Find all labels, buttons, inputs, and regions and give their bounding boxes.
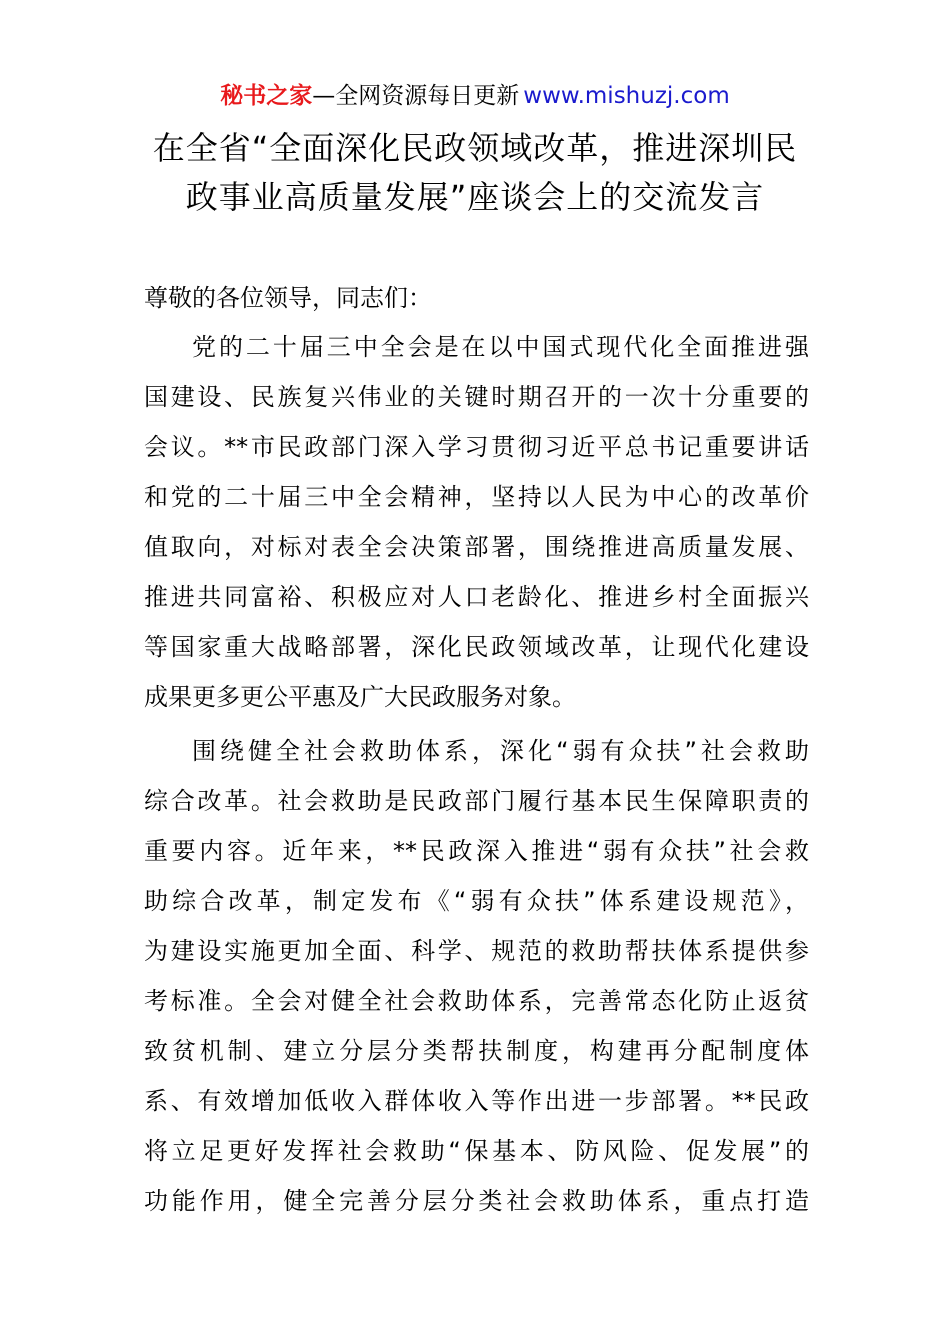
site-header: [0, 80, 950, 112]
document-body: [144, 274, 809, 1226]
title-line-1: 在全省“全面深化民政领域改革，推进深圳民: [152, 129, 798, 167]
site-url-link[interactable]: www.mishuzj.com: [523, 83, 730, 109]
text-line: 系、有效增加低收入群体收入等作出进一步部署。**民政: [144, 1087, 809, 1115]
text-line: 将立足更好发挥社会救助“保基本、防风险、促发展”的: [144, 1137, 809, 1165]
text-line: 围绕健全社会救助体系，深化“弱有众扶”社会救助: [192, 737, 809, 765]
text-line: 会议。**市民政部门深入学习贯彻习近平总书记重要讲话: [144, 433, 809, 461]
text-line: 等国家重大战略部署，深化民政领域改革，让现代化建设: [144, 633, 809, 661]
text-line: 重要内容。近年来，**民政深入推进“弱有众扶”社会救: [144, 837, 809, 865]
paragraph-1: [144, 322, 809, 722]
text-line: 致贫机制、建立分层分类帮扶制度，构建再分配制度体: [144, 1037, 809, 1065]
text-line: 为建设实施更加全面、科学、规范的救助帮扶体系提供参: [144, 937, 809, 965]
site-tagline: —全网资源每日更新: [312, 83, 520, 109]
text-line: 国建设、民族复兴伟业的关键时期召开的一次十分重要的: [144, 383, 809, 411]
text-line: 值取向，对标对表全会决策部署，围绕推进高质量发展、: [144, 533, 809, 561]
document-title: [100, 124, 850, 222]
text-line: 推进共同富裕、积极应对人口老龄化、推进乡村全面振兴: [144, 583, 809, 611]
text-line: 和党的二十届三中全会精神，坚持以人民为中心的改革价: [144, 483, 809, 511]
paragraph-2: [144, 726, 809, 1226]
text-line: 成果更多更公平惠及广大民政服务对象。: [144, 683, 576, 711]
title-line-2: 政事业高质量发展”座谈会上的交流发言: [185, 178, 765, 216]
text-line: 党的二十届三中全会是在以中国式现代化全面推进强: [192, 333, 809, 361]
text-line: 考标准。全会对健全社会救助体系，完善常态化防止返贫: [144, 987, 809, 1015]
text-line: 助综合改革，制定发布《“弱有众扶”体系建设规范》，: [144, 887, 809, 915]
text-line: 综合改革。社会救助是民政部门履行基本民生保障职责的: [144, 787, 809, 815]
text-line: 功能作用，健全完善分层分类社会救助体系，重点打造: [144, 1187, 809, 1215]
site-brand: 秘书之家: [220, 83, 313, 109]
salutation: 尊敬的各位领导，同志们：: [144, 284, 432, 312]
